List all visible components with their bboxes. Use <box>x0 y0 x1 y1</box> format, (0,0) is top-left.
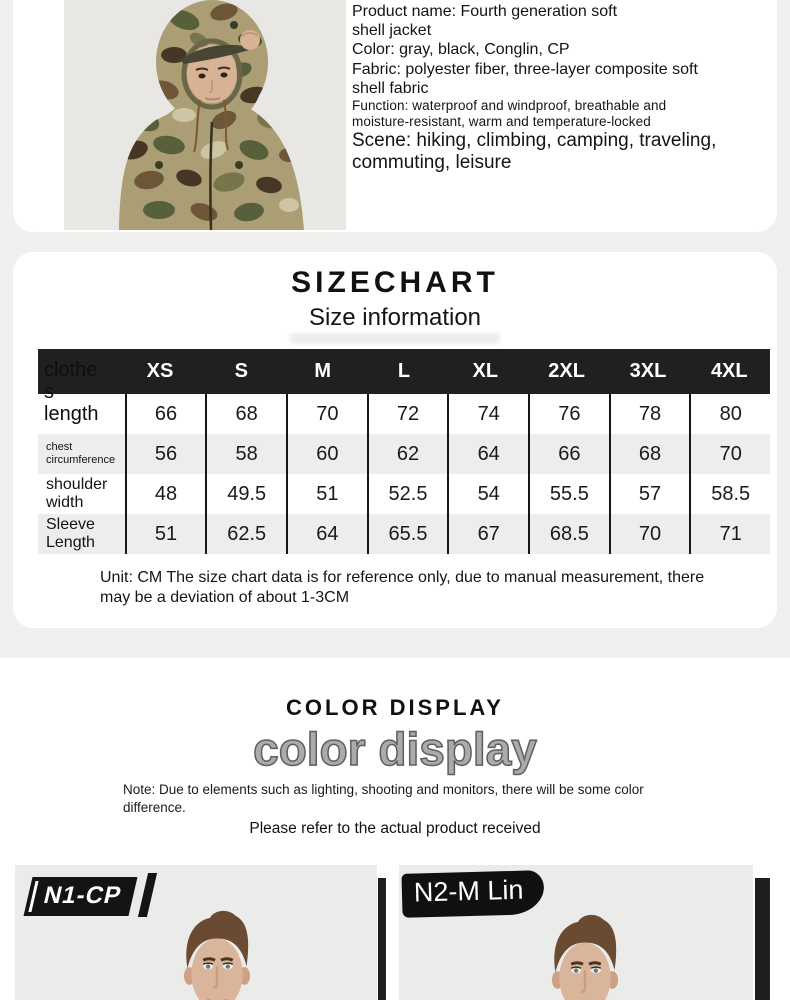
size-col-header: 4XL <box>710 360 748 382</box>
size-value: 64 <box>286 514 367 554</box>
size-col-header: L <box>397 360 411 382</box>
size-value: 57 <box>609 474 690 514</box>
color-display-subtitle: color display <box>253 723 537 775</box>
size-col-header: S <box>234 360 248 382</box>
size-table <box>38 349 770 554</box>
size-value: 70 <box>609 514 690 554</box>
size-col-header: 2XL <box>548 360 585 382</box>
variant-photo-n2-m-lin <box>399 865 753 1000</box>
ghost-text-artifact <box>290 333 500 344</box>
size-value: 55.5 <box>528 474 609 514</box>
product-name-text: Product name: Fourth generation soft shell jacket <box>352 3 618 40</box>
row-label: clothes length <box>44 359 99 425</box>
size-chart-subtitle: Size information <box>308 304 482 331</box>
size-value: 51 <box>286 474 367 514</box>
size-value: 58 <box>205 434 286 474</box>
product-details <box>352 2 762 175</box>
size-value: 70 <box>689 434 770 474</box>
size-value: 70 <box>286 394 367 434</box>
size-value: 51 <box>125 514 206 554</box>
color-display-section <box>0 658 790 1000</box>
product-photo <box>64 0 346 230</box>
size-value: 49.5 <box>205 474 286 514</box>
photo-edge-bar <box>378 878 386 1000</box>
size-value: 66 <box>528 434 609 474</box>
size-value: 72 <box>367 394 448 434</box>
size-value: 62 <box>367 434 448 474</box>
size-value: 74 <box>447 394 528 434</box>
row-label: chest circumference <box>46 440 116 466</box>
color-note-text: Note: Due to elements such as lighting, shooting and monitors, there will be some color difference. <box>123 782 644 815</box>
table-row-shoulder-width <box>38 474 770 514</box>
size-value: 56 <box>125 434 206 474</box>
row-label: Sleeve Length <box>46 516 95 551</box>
model-head-image <box>516 909 654 1000</box>
size-value: 68.5 <box>528 514 609 554</box>
size-col-header: XS <box>146 360 174 382</box>
size-value: 60 <box>286 434 367 474</box>
size-value: 80 <box>689 394 770 434</box>
size-col-header: XL <box>472 360 499 382</box>
size-value: 67 <box>447 514 528 554</box>
camouflage-jacket-model-image <box>64 0 346 230</box>
product-scene-text: Scene: hiking, climbing, camping, traveling, commuting, leisure <box>352 129 717 174</box>
product-color-text: Color: gray, black, Conglin, CP <box>352 41 570 59</box>
size-value: 54 <box>447 474 528 514</box>
unit-note-text: Unit: CM The size chart data is for reference only, due to manual measurement, there may be a deviation of about 1-3CM <box>100 569 705 606</box>
size-col-header: 3XL <box>629 360 667 382</box>
size-value: 62.5 <box>205 514 286 554</box>
size-value: 71 <box>689 514 770 554</box>
size-value: 65.5 <box>367 514 448 554</box>
size-value: 64 <box>447 434 528 474</box>
row-label: shoulder width <box>46 476 108 511</box>
size-value: 66 <box>125 394 206 434</box>
product-fabric-text: Fabric: polyester fiber, three-layer composite soft shell fabric <box>352 60 698 97</box>
variant-badge-n1: N1-CP <box>23 877 137 916</box>
variant-badge-n2: N2-M Lin <box>401 870 544 918</box>
product-function-text: Function: waterproof and windproof, breathable and moisture-resistant, warm and temperature-locked <box>352 97 667 129</box>
size-value: 52.5 <box>367 474 448 514</box>
model-head-image <box>148 905 286 1000</box>
size-value: 58.5 <box>689 474 770 514</box>
size-col-header: M <box>314 360 331 382</box>
table-row-chest-circumference <box>38 434 770 474</box>
color-display-title: COLOR DISPLAY <box>286 695 504 720</box>
size-value: 68 <box>609 434 690 474</box>
size-table-header <box>38 349 770 394</box>
size-chart-card <box>13 252 777 628</box>
size-value: 76 <box>528 394 609 434</box>
photo-edge-bar <box>755 878 770 1000</box>
size-value: 48 <box>125 474 206 514</box>
size-chart-title: SIZECHART <box>291 266 499 299</box>
size-value: 78 <box>609 394 690 434</box>
variant-photo-n1-cp <box>15 865 377 1000</box>
size-value: 68 <box>205 394 286 434</box>
refer-note-text: Please refer to the actual product received <box>249 820 541 838</box>
table-row-sleeve-length <box>38 514 770 554</box>
